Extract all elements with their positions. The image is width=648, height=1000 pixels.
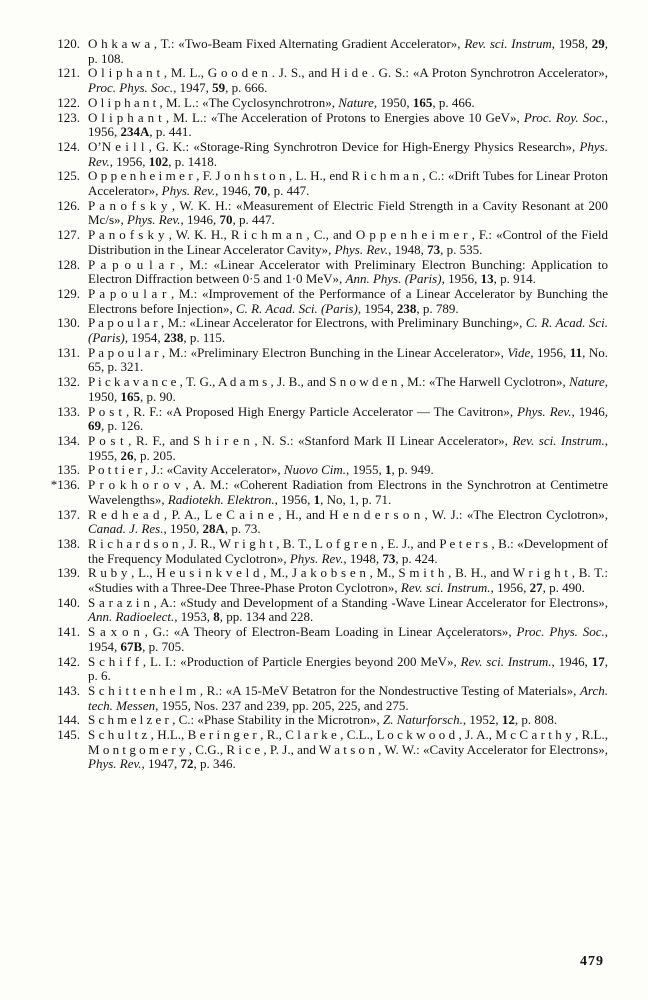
reference-text: P o t t i e r , J.: «Cavity Accelerator», Nuovo Cim., 1955, 1, p. 949.: [88, 462, 434, 478]
reference-number: 141.: [57, 624, 80, 640]
reference-text: P a p o u l a r , M.: «Linear Accelerator with Preliminary Electron Bunching: Application to Electron Diffraction between 0·5 and 1·0 MeV», Ann. Phys. (Paris), 1956, 13, p. 914.: [88, 256, 608, 287]
reference-entry: [36, 228, 608, 257]
reference-entry: [36, 684, 608, 713]
reference-entry: [36, 478, 608, 507]
reference-text: P a p o u l a r , M.: «Linear Accelerator for Electrons, with Preliminary Bunching», C. R. Acad. Sci. (Paris), 1954, 238, p. 115.: [88, 315, 608, 346]
reference-list: [36, 37, 608, 772]
reference-number: 128.: [57, 256, 80, 272]
reference-number: 126.: [57, 197, 80, 213]
reference-entry: [36, 405, 608, 434]
reference-entry: [36, 66, 608, 95]
reference-entry: [36, 713, 608, 728]
reference-number: 140.: [57, 594, 80, 610]
reference-text: R e d h e a d , P. A., L e C a i n e , H., and H e n d e r s o n , W. J.: «The Electron Cyclotron», Canad. J. Res., 1950, 28A, p. 73.: [88, 506, 608, 537]
reference-text: O p p e n h e i m e r , F. J o n h s t o n , L. H., end R i c h m a n , C.: «Drift Tubes for Linear Proton Accelerator», Phys. Rev., 1946, 70, p. 447.: [88, 168, 608, 199]
page-number: 479: [580, 954, 604, 969]
reference-number: 143.: [57, 682, 80, 698]
reference-entry: [36, 566, 608, 595]
reference-number: *136.: [50, 477, 80, 493]
reference-text: O l i p h a n t , M. L.: «The Cyclosynchrotron», Nature, 1950, 165, p. 466.: [88, 94, 475, 110]
reference-number: 139.: [57, 565, 80, 581]
reference-text: S c h i t t e n h e l m , R.: «A 15-MeV Betatron for the Nondestructive Testing of Materials», Arch. tech. Messen, 1955, Nos. 237 and 239, pp. 205, 225, and 275.: [88, 682, 608, 713]
reference-entry: [36, 111, 608, 140]
reference-entry: [36, 375, 608, 404]
reference-text: P i c k a v a n c e , T. G., A d a m s , J. B., and S n o w d e n , M.: «The Harwell Cyclotron», Nature, 1950, 165, p. 90.: [88, 374, 608, 404]
reference-text: P a p o u l a r , M.: «Improvement of the Performance of a Linear Accelerator by Bunching the Electrons before Injection», C. R. Acad. Sci. (Paris), 1954, 238, p. 789.: [88, 285, 608, 316]
reference-entry: [36, 169, 608, 198]
reference-text: R u b y , L., H e u s i n k v e l d , M., J a k o b s e n , M., S m i t h , B. H., and W r i g h t , B. T.: «Studies with a Three-Dee Three-Phase Proton Cyclotron», Rev. sci. Instrum., 1956, 27, p. 490.: [88, 565, 608, 596]
reference-entry: [36, 287, 608, 316]
reference-entry: [36, 537, 608, 566]
reference-text: P a p o u l a r , M.: «Preliminary Electron Bunching in the Linear Accelerator», Vide, 1956, 11, No. 65, p. 321.: [88, 344, 609, 375]
reference-entry: [36, 258, 608, 287]
reference-text: P a n o f s k y , W. K. H., R i c h m a n , C., and O p p e n h e i m e r , F.: «Control of the Field Distribution in the Linear Accelerator Cavity», Phys. Rev., 1948, 73, p. 535.: [88, 227, 608, 257]
reference-text: P o s t , R. F.: «A Proposed High Energy Particle Accelerator — The Cavitron», Phys. Rev., 1946, 69, p. 126.: [88, 403, 608, 434]
reference-entry: [36, 728, 608, 772]
reference-entry: [36, 96, 608, 111]
reference-number: 125.: [57, 168, 80, 184]
reference-number: 132.: [57, 374, 80, 390]
reference-entry: [36, 37, 608, 66]
reference-entry: [36, 655, 608, 684]
reference-text: S c h u l t z , H.L., B e r i n g e r , R., C l a r k e , C.L., L o c k w o o d , J. A., M c C a r t h y , R.L., M o n t g o m e r y , C.G., R i c e , P. J., and W a t s o n , W. W.: «Cavity Accelerator for Electrons», Phys. Rev., 1947, 72, p. 346.: [88, 727, 608, 772]
reference-number: 131.: [57, 344, 80, 360]
reference-text: O l i p h a n t , M. L., G o o d e n . J. S., and H i d e . G. S.: «A Proton Synchrotron Accelerator», Proc. Phys. Soc., 1947, 59, p. 666.: [88, 65, 608, 96]
reference-entry: [36, 463, 608, 478]
reference-number: 127.: [57, 227, 80, 243]
reference-number: 134.: [57, 432, 80, 448]
reference-entry: [36, 199, 608, 228]
reference-number: 120.: [57, 36, 80, 51]
reference-text: O h k a w a , T.: «Two-Beam Fixed Alternating Gradient Accelerator», Rev. sci. Instrum, 1958, 29, p. 108.: [88, 36, 608, 66]
reference-text: P r o k h o r o v , A. M.: «Coherent Radiation from Electrons in the Synchrotron at Centimetre Wavelengths», Radiotekh. Elektron., 1956, 1, No, 1, p. 71.: [88, 477, 608, 507]
reference-number: 121.: [57, 65, 80, 81]
reference-number: 137.: [57, 506, 80, 522]
reference-text: O’N e i l l , G. K.: «Storage-Ring Synchrotron Device for High-Energy Physics Research», Phys. Rev., 1956, 102, p. 1418.: [88, 138, 608, 169]
reference-text: S a r a z i n , A.: «Study and Development of a Standing -Wave Linear Accelerator for Electrons», Ann. Radioelect., 1953, 8, pp. 134 and 228.: [88, 594, 608, 625]
reference-text: O l i p h a n t , M. L.: «The Acceleration of Protons to Energies above 10 GeV», Proc. Roy. Soc., 1956, 234A, p. 441.: [88, 109, 608, 140]
reference-entry: [36, 434, 608, 463]
reference-number: 144.: [57, 712, 80, 728]
reference-number: 135.: [57, 462, 80, 478]
reference-entry: [36, 625, 608, 654]
reference-number: 122.: [57, 94, 80, 110]
reference-number: 123.: [57, 109, 80, 125]
reference-number: 130.: [57, 315, 80, 331]
reference-text: P a n o f s k y , W. K. H.: «Measurement of Electric Field Strength in a Cavity Resonant at 200 Mc/s», Phys. Rev., 1946, 70, p. 447.: [88, 197, 608, 228]
reference-number: 133.: [57, 403, 80, 419]
reference-entry: [36, 596, 608, 625]
reference-text: S a x o n , G.: «A Theory of Electron-Beam Loading in Linear Açcelerators», Proc. Phys. Soc., 1954, 67B, p. 705.: [88, 624, 609, 654]
reference-number: 124.: [57, 138, 80, 154]
reference-text: R i c h a r d s o n , J. R., W r i g h t , B. T., L o f g r e n , E. J., and P e t e r s , B.: «Development of the Frequency Modulated Cyclotron», Phys. Rev., 1948, 73, p. 424.: [88, 535, 608, 566]
reference-entry: [36, 346, 608, 375]
reference-entry: [36, 316, 608, 345]
reference-number: 145.: [57, 727, 80, 743]
reference-entry: [36, 140, 608, 169]
reference-number: 138.: [57, 535, 80, 551]
reference-number: 129.: [57, 285, 80, 301]
reference-text: S c h m e l z e r , C.: «Phase Stability in the Microtron», Z. Naturforsch., 1952, 12, p. 808.: [88, 712, 558, 728]
reference-number: 142.: [57, 653, 80, 669]
reference-text: P o s t , R. F., and S h i r e n , N. S.: «Stanford Mark II Linear Accelerator», Rev. sci. Instrum., 1955, 26, p. 205.: [88, 432, 608, 463]
reference-text: S c h i f f , L. I.: «Production of Particle Energies beyond 200 MeV», Rev. sci. Instrum., 1946, 17, p. 6.: [88, 653, 609, 684]
reference-entry: [36, 508, 608, 537]
